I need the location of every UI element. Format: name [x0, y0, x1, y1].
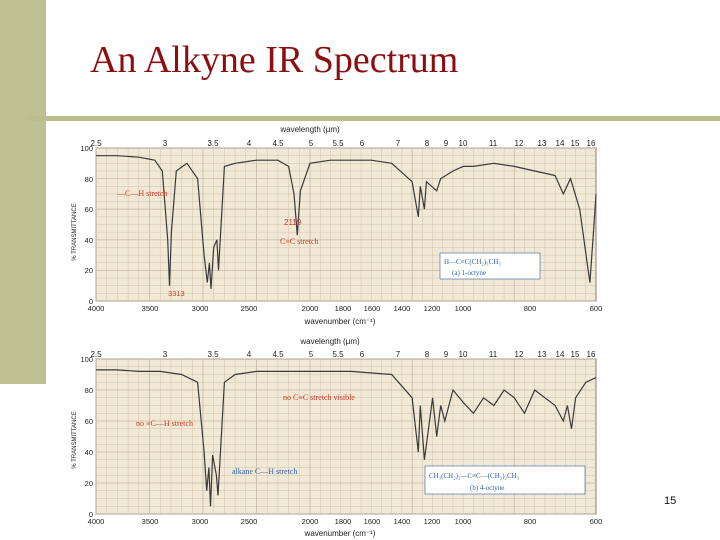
annotation-no-cc-stretch: no C≡C stretch visible: [283, 393, 355, 402]
x-axis-label: wavenumber (cm⁻¹): [304, 317, 376, 326]
y-tick-label: 60: [84, 205, 93, 214]
x-tick-label: 1800: [334, 517, 352, 526]
y-tick-label: 40: [84, 236, 93, 245]
top-tick-label: 8: [424, 350, 430, 359]
x-tick-label: 4000: [87, 304, 105, 313]
top-tick-label: 6: [359, 350, 365, 359]
y-tick-label: 100: [80, 355, 93, 364]
top-tick-label: 9: [443, 350, 449, 359]
x-tick-label: 800: [523, 304, 537, 313]
top-tick-label: 13: [537, 350, 547, 359]
y-tick-label: 100: [80, 144, 93, 153]
annotation-3313: 3313: [168, 289, 185, 298]
y-tick-label: 60: [84, 417, 93, 426]
x-tick-label: 1600: [363, 517, 381, 526]
x-tick-label: 3000: [191, 304, 209, 313]
top-tick-label: 12: [514, 350, 524, 359]
top-tick-label: 14: [555, 350, 565, 359]
top-axis-label: wavelength (μm): [300, 337, 360, 346]
top-tick-label: 4: [246, 139, 252, 148]
x-tick-label: 1600: [363, 304, 381, 313]
top-tick-label: 5: [308, 139, 314, 148]
top-tick-label: 8: [424, 139, 430, 148]
top-tick-labels: [90, 350, 596, 359]
x-tick-label: 600: [589, 304, 603, 313]
x-tick-label: 2500: [240, 304, 258, 313]
compound-name: (a) 1-octyne: [452, 269, 487, 277]
top-tick-label: 7: [395, 139, 401, 148]
top-tick-label: 3: [162, 139, 168, 148]
y-tick-label: 80: [84, 386, 93, 395]
top-tick-label: 5.5: [332, 350, 344, 359]
x-tick-label: 800: [523, 517, 537, 526]
x-tick-label: 1200: [423, 517, 441, 526]
top-tick-label: 2.5: [90, 139, 102, 148]
top-tick-label: 3.5: [207, 139, 219, 148]
x-tick-label: 2000: [301, 517, 319, 526]
y-tick-label: 80: [84, 175, 93, 184]
top-tick-label: 2.5: [90, 350, 102, 359]
spectrum-1-octyne: [72, 125, 602, 326]
x-tick-label: 3000: [191, 517, 209, 526]
top-tick-label: 4.5: [272, 139, 284, 148]
top-tick-label: 13: [537, 139, 547, 148]
top-tick-label: 3.5: [207, 350, 219, 359]
top-tick-labels: [90, 139, 596, 148]
x-tick-label: 1000: [454, 517, 472, 526]
x-tick-label: 600: [589, 517, 603, 526]
annotation-ch-stretch: —C—H stretch: [117, 189, 168, 198]
annotation-alkane-ch-stretch: alkane C—H stretch: [232, 467, 298, 476]
y-tick-labels: [80, 355, 93, 519]
x-tick-label: 4000: [87, 517, 105, 526]
y-axis-label: % TRANSMITTANCE: [72, 411, 78, 469]
annotation-no-ch-stretch: no ≡C—H stretch: [136, 419, 193, 428]
y-tick-label: 0: [88, 297, 93, 306]
x-tick-labels: [88, 517, 603, 526]
x-tick-label: 2000: [301, 304, 319, 313]
y-tick-label: 20: [84, 479, 93, 488]
annotation-2119: 2119: [284, 218, 302, 227]
top-tick-label: 7: [395, 350, 401, 359]
x-tick-label: 1800: [334, 304, 352, 313]
x-tick-label: 3500: [141, 304, 159, 313]
top-tick-label: 6: [359, 139, 365, 148]
top-tick-label: 14: [555, 139, 565, 148]
y-tick-label: 0: [88, 510, 93, 519]
top-tick-label: 4.5: [272, 350, 284, 359]
top-tick-label: 16: [586, 350, 596, 359]
x-tick-labels: [88, 304, 603, 313]
top-tick-label: 5.5: [332, 139, 344, 148]
top-tick-label: 11: [488, 350, 498, 359]
top-tick-label: 10: [458, 139, 468, 148]
top-tick-label: 15: [570, 139, 580, 148]
top-axis-label: wavelength (μm): [280, 125, 340, 134]
slide-title: An Alkyne IR Spectrum: [90, 39, 459, 81]
x-tick-label: 3500: [141, 517, 159, 526]
x-tick-label: 1400: [393, 517, 411, 526]
top-tick-label: 10: [458, 350, 468, 359]
top-tick-label: 15: [570, 350, 580, 359]
y-axis-label: % TRANSMITTANCE: [72, 203, 78, 261]
y-tick-label: 20: [84, 266, 93, 275]
compound-label-box: [425, 466, 585, 494]
x-tick-label: 2500: [240, 517, 258, 526]
x-tick-label: 1400: [393, 304, 411, 313]
top-tick-label: 12: [514, 139, 524, 148]
top-tick-label: 11: [488, 139, 498, 148]
x-tick-label: 1000: [454, 304, 472, 313]
top-tick-label: 16: [586, 139, 596, 148]
y-tick-label: 40: [84, 448, 93, 457]
spectrum-4-octyne: [72, 337, 602, 538]
compound-name: (b) 4-octyne: [470, 484, 505, 492]
compound-formula: CH₃(CH₂)₂—C≡C—(CH₂)₂CH₃: [429, 472, 520, 480]
top-tick-label: 5: [308, 350, 314, 359]
compound-formula: H—C≡C(CH₂)₅CH₃: [444, 258, 501, 266]
top-tick-label: 3: [162, 350, 168, 359]
top-tick-label: 4: [246, 350, 252, 359]
annotation-cc-stretch: C≡C stretch: [280, 237, 319, 246]
y-tick-labels: [80, 144, 93, 306]
slide-number: 15: [664, 495, 677, 507]
x-tick-label: 1200: [423, 304, 441, 313]
top-tick-label: 9: [443, 139, 449, 148]
x-axis-label: wavenumber (cm⁻¹): [304, 529, 376, 538]
